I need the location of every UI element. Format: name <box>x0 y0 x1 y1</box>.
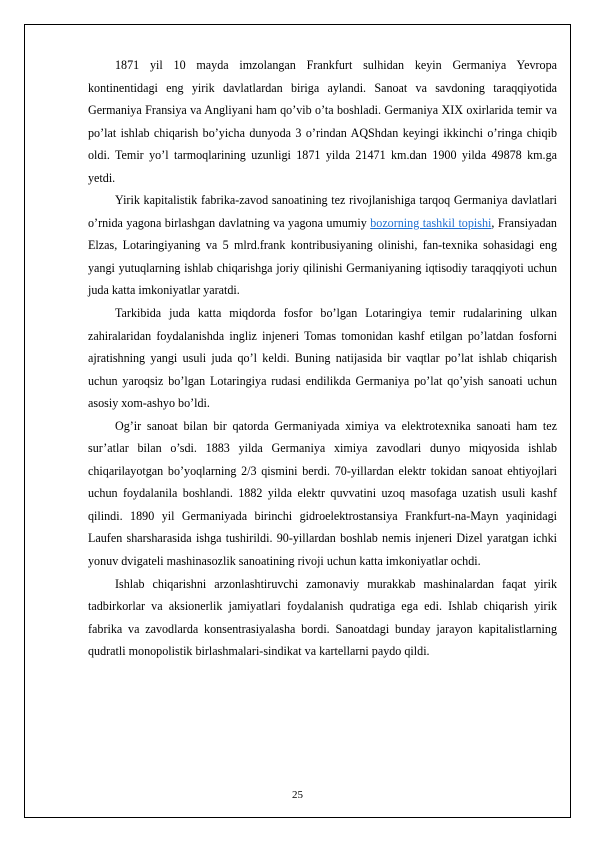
paragraph-4: Og’ir sanoat bilan bir qatorda Germaniyada ximiya va elektrotexnika sanoati ham tez sur’atlar bilan o’sdi. 1883 yilda Germaniya ximiya zavodlari dunyo miqyosida ishlab chiqarilayotgan bo’yoqlarning 2/3 qismini berdi. 70-yillardan elektr tokidan sanoat ehtiyojlari uchun foydalanila boshlandi. 1882 yilda elektr quvvatini uzoq masofaga uzatish usuli kashf qilindi. 1890 yil Germaniyada birinchi gidroelektrostansiya Frankfurt-na-Mayn yaqinidagi Laufen sharsharasida ishga tushirildi. 90-yillardan boshlab nemis injeneri Dizel yaratgan ichki yonuv dvigateli mashinasozlik sanoatining rivoji uchun katta imkoniyatlar ochdi. <box>88 418 557 569</box>
paragraph-5: Ishlab chiqarishni arzonlashtiruvchi zamonaviy murakkab mashinalardan faqat yirik tadbirkorlar va aksionerlik jamiyatlari foydalanish qudratiga ega edi. Ishlab chiqarish yirik fabrika va zavodlarda konsentrasiyalasha bordi. Sanoatdagi bunday jarayon kapitalistlarning qudratli monopolistik birlashmalari-sindikat va kartellarni paydo qildi. <box>88 576 557 659</box>
paragraph-1: 1871 yil 10 mayda imzolangan Frankfurt sulhidan keyin Germaniya Yevropa kontinentidagi eng yirik davlatlardan biriga aylandi. Sanoat va savdoning taraqqiyotida Germaniya Fransiya va Angliyani ham qo’vib o’ta boshladi. Germaniya XIX oxirlarida temir va po’lat ishlab chiqarish bo’yicha dunyoda 3 o’rindan AQShdan keyingi ikkinchi o’ringa chiqib oldi. Temir yo’l tarmoqlarining uzunligi 1871 yilda 21471 km.dan 1900 yilda 49878 km.ga yetdi. <box>88 58 557 185</box>
document-body <box>88 54 557 663</box>
paragraph-2 <box>88 189 557 302</box>
paragraph-2-text-end: , Fransiyadan Elzas, Lotaringiyaning va 5 mlrd.frank kontribusiyaning olinishi, fan-texnika sohasidagi eng yangi yutuqlarning ishlab chiqarishga joriy qilinishi Germaniyaning iqtisodiy taraqqiyoti uchun juda katta imkoniyatlar yaratdi. <box>88 215 557 298</box>
market-link[interactable]: bozorning tashkil topishi <box>370 215 492 230</box>
paragraph-2-text-start: Yirik kapitalistik fabrika-zavod sanoatining tez rivojlanishiga tarqoq Germaniya davlatlari o’rnida yagona birlashgan davlatning va yagona umumiy <box>88 193 557 230</box>
page-number: 25 <box>292 789 303 801</box>
paragraph-3: Tarkibida juda katta miqdorda fosfor bo’lgan Lotaringiya temir rudalarining ulkan zahiralaridan foydalanishda ingliz injeneri Tomas tomonidan kashf etilgan po’latdan fosforni ajratishning yangi usuli juda qo’l keldi. Buning natijasida bir vaqtlar po’lat ishlab chiqarish uchun yaroqsiz bo’lgan Lotaringiya rudasi endilikda Germaniya po’lat qo’yish sanoati uchun asosiy xom-ashyo bo’ldi. <box>88 306 557 411</box>
